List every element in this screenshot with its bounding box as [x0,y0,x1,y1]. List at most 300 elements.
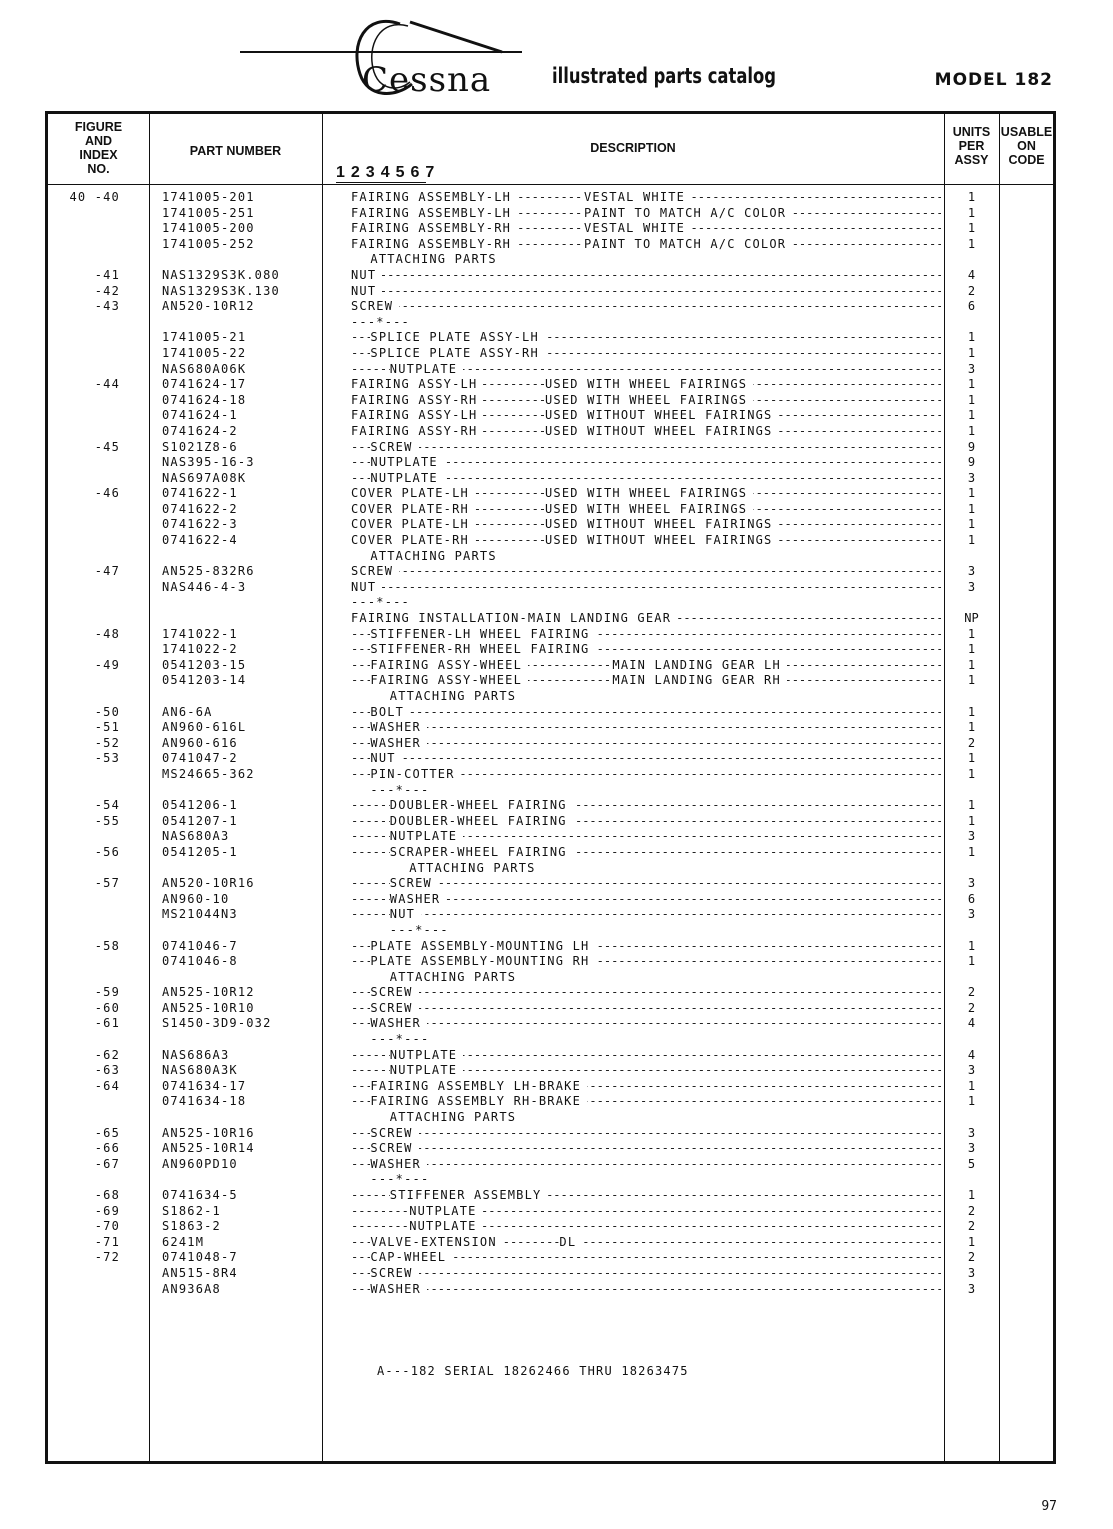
part-number: 0741634-17 [162,1078,247,1093]
description-text: FAIRING ASSY-RH [351,424,483,440]
description-text: FAIRING ASSEMBLY-RH [351,237,517,253]
description-text: ---*--- [370,1172,435,1188]
part-number: 0741624-18 [162,392,247,407]
description-text: FAIRING ASSEMBLY LH-BRAKE [370,1079,587,1095]
table-row [48,705,1053,721]
table-row [48,783,1053,799]
units-per-assy: 1 [967,938,976,953]
header-figure-index [48,120,149,176]
description-text: ATTACHING PARTS [390,1110,522,1126]
description [351,939,941,955]
part-number: 1741022-1 [162,626,238,641]
description-text: FAIRING ASSEMBLY-RH [351,221,517,237]
units-per-assy: 3 [967,1141,976,1156]
description-text: COVER PLATE-LH [351,486,475,502]
description [351,1204,941,1220]
table-row [48,611,1053,627]
description-text: SCREW [370,1001,418,1017]
table-row [48,1250,1053,1266]
units-per-assy: 1 [967,330,976,345]
description-text: PIN-COTTER [370,767,460,783]
units-per-assy: 1 [967,657,976,672]
description-text: ---*--- [370,1032,435,1048]
units-per-assy: 3 [967,907,976,922]
description-note: USED WITH WHEEL FAIRINGS [545,486,753,502]
units-per-assy: 3 [967,829,976,844]
part-number: AN936A8 [162,1281,221,1296]
description [351,377,941,393]
table-row [48,346,1053,362]
units-per-assy: 3 [967,1281,976,1296]
part-number: AN960-616L [162,720,247,735]
part-number: S1021Z8-6 [162,439,238,454]
description [351,346,941,362]
figure-index: -64 [94,1078,120,1093]
description [351,268,941,284]
figure-index: -55 [94,813,120,828]
description [351,736,941,752]
part-number: 0741634-18 [162,1094,247,1109]
header-indent-digits: 1234567 [336,164,441,181]
table-row [48,362,1053,378]
table-row [48,1141,1053,1157]
description-text: FAIRING ASSEMBLY-LH [351,190,517,206]
part-number: NAS680A3 [162,829,230,844]
figure-index: -51 [94,720,120,735]
description-text: SCREW [370,985,418,1001]
table-row [48,892,1053,908]
description-text: SCREW [370,1141,418,1157]
table-row [48,907,1053,923]
table-row [48,455,1053,471]
figure-index: -67 [94,1156,120,1171]
description [351,1282,941,1298]
description [351,393,941,409]
table-row [48,517,1053,533]
description [351,1063,941,1079]
description-text: COVER PLATE-LH [351,517,475,533]
parts-rows [48,190,1053,1297]
part-number: AN960-10 [162,891,230,906]
figure-index: -72 [94,1250,120,1265]
table-row [48,1126,1053,1142]
description [351,1219,941,1235]
description-text: NUT [351,268,382,284]
part-number: AN525-10R12 [162,985,255,1000]
units-per-assy: 6 [967,299,976,314]
description [351,627,941,643]
table-row [48,829,1053,845]
description [351,362,941,378]
units-per-assy: 2 [967,1203,976,1218]
header-units-per-assy [944,125,999,167]
table-row [48,1063,1053,1079]
header-figure-index-text: FIGURE AND INDEX NO. [74,120,123,176]
description [351,798,941,814]
description [351,221,941,237]
table-row [48,720,1053,736]
figure-index: -48 [94,626,120,641]
units-per-assy: 2 [967,985,976,1000]
description [351,502,941,518]
figure-index: -68 [94,1188,120,1202]
table-row [48,393,1053,409]
description [351,455,941,471]
units-per-assy: 1 [967,345,976,360]
description-note: USED WITH WHEEL FAIRINGS [545,502,753,518]
description-text: FAIRING ASSY-WHEEL [370,658,528,674]
table-row [48,876,1053,892]
figure-index: -58 [94,938,120,953]
table-row [48,284,1053,300]
figure-index: -57 [94,876,120,891]
units-per-assy: 3 [967,361,976,376]
part-number: S1863-2 [162,1219,221,1234]
units-per-assy: 3 [967,876,976,891]
table-row [48,673,1053,689]
header-divider [48,184,1053,185]
description-note: USED WITHOUT WHEEL FAIRINGS [545,517,778,533]
description-text: ---*--- [351,595,416,611]
figure-index: -56 [94,844,120,859]
units-per-assy: 2 [967,283,976,298]
units-per-assy: 1 [967,626,976,641]
description [351,440,941,456]
part-number: NAS395-16-3 [162,455,255,470]
figure-index: 40 -40 [69,190,120,204]
description-text: NUT [370,751,401,767]
description-text: NUT [390,907,421,923]
table-row [48,268,1053,284]
description [351,533,941,549]
part-number: AN525-10R14 [162,1141,255,1156]
brand-name: Cessna [362,60,492,100]
description-text: ATTACHING PARTS [370,549,502,565]
description-text: NUTPLATE [390,829,463,845]
table-row [48,237,1053,253]
table-row [48,424,1053,440]
table-row [48,1048,1053,1064]
figure-index: -69 [94,1203,120,1218]
description [351,1016,941,1032]
units-per-assy: 1 [967,844,976,859]
description [351,767,941,783]
description-text: DOUBLER-WHEEL FAIRING [390,798,573,814]
units-per-assy: 1 [967,720,976,735]
description [351,1032,941,1048]
table-row [48,845,1053,861]
description-text: NUTPLATE [370,455,443,471]
part-number: 1741005-22 [162,345,247,360]
description-text: SPLICE PLATE ASSY-RH [370,346,545,362]
units-per-assy: 1 [967,1094,976,1109]
units-per-assy: 1 [967,392,976,407]
units-per-assy: 1 [967,954,976,969]
header-part-number: PART NUMBER [189,144,282,158]
table-row [48,923,1053,939]
catalog-title: illustrated parts catalog [552,64,776,88]
part-number: 0541206-1 [162,798,238,813]
units-per-assy: 3 [967,579,976,594]
description [351,845,941,861]
description [351,783,941,799]
description-text: SCREW [390,876,438,892]
figure-index: -66 [94,1141,120,1156]
description [351,1094,941,1110]
part-number: NAS1329S3K.130 [162,283,280,298]
table-row [48,1282,1053,1298]
description-text: COVER PLATE-RH [351,502,475,518]
description [351,486,941,502]
description [351,1188,941,1204]
figure-index: -49 [94,657,120,672]
figure-index: -62 [94,1047,120,1062]
part-number: NAS686A3 [162,1047,230,1062]
part-number: 0541203-15 [162,657,247,672]
figure-index: -43 [94,299,120,314]
table-row [48,658,1053,674]
description [351,424,941,440]
figure-index: -50 [94,704,120,719]
description-note: PAINT TO MATCH A/C COLOR [584,206,792,222]
header-description: DESCRIPTION [590,141,676,155]
part-number: NAS1329S3K.080 [162,267,280,282]
units-per-assy: 1 [967,377,976,392]
units-per-assy: 1 [967,533,976,548]
part-number: MS24665-362 [162,766,255,781]
figure-index: -53 [94,751,120,766]
description-note: USED WITHOUT WHEEL FAIRINGS [545,533,778,549]
units-per-assy: 1 [967,704,976,719]
description-text: SCREW [351,564,399,580]
table-row [48,627,1053,643]
part-number: MS21044N3 [162,907,238,922]
description [351,689,941,705]
part-number: 0541203-14 [162,673,247,688]
part-number: 1741005-201 [162,190,255,204]
description [351,876,941,892]
units-per-assy: 4 [967,1016,976,1031]
header-usable-on-code [999,125,1054,167]
units-per-assy: 1 [967,221,976,236]
figure-index: -42 [94,283,120,298]
part-number: 0741622-1 [162,486,238,501]
units-per-assy: 1 [967,1078,976,1093]
description-text: WASHER [390,892,447,908]
table-row [48,1235,1053,1251]
units-per-assy: 2 [967,735,976,750]
units-per-assy: 2 [967,1250,976,1265]
description-text: WASHER [370,1016,427,1032]
table-row [48,564,1053,580]
description [351,1126,941,1142]
description-note: USED WITHOUT WHEEL FAIRINGS [545,424,778,440]
part-number: 1741005-251 [162,205,255,220]
description [351,315,941,331]
table-row [48,440,1053,456]
units-per-assy: 3 [967,1265,976,1280]
description [351,330,941,346]
table-row [48,533,1053,549]
description-text: ---*--- [370,783,435,799]
part-number: 1741005-200 [162,221,255,236]
part-number: 0541207-1 [162,813,238,828]
table-row [48,1188,1053,1204]
part-number: AN6-6A [162,704,213,719]
part-number: NAS697A08K [162,470,247,485]
description-text: ATTACHING PARTS [390,689,522,705]
units-per-assy: 3 [967,1063,976,1078]
parts-table [45,111,1056,1464]
figure-index: -44 [94,377,120,392]
figure-index: -46 [94,486,120,501]
description-text: NUT [351,284,382,300]
description [351,1001,941,1017]
table-row [48,1079,1053,1095]
figure-index: -65 [94,1125,120,1140]
header-usable-text: USABLE ON CODE [1000,125,1053,167]
description [351,471,941,487]
description [351,907,941,923]
part-number: 0741046-7 [162,938,238,953]
figure-index: -59 [94,985,120,1000]
description [351,549,941,565]
part-number: 0741624-17 [162,377,247,392]
description [351,1048,941,1064]
description-text: ATTACHING PARTS [390,970,522,986]
part-number: 0741622-3 [162,517,238,532]
description-text: FAIRING ASSY-LH [351,408,483,424]
part-number: NAS680A06K [162,361,247,376]
description-text: FAIRING ASSEMBLY RH-BRAKE [370,1094,587,1110]
description [351,861,941,877]
description-text: NUT [351,580,382,596]
description-text: FAIRING INSTALLATION-MAIN LANDING GEAR [351,611,677,627]
cessna-logo [240,14,540,104]
description-note: USED WITH WHEEL FAIRINGS [545,393,753,409]
table-row [48,549,1053,565]
table-row [48,408,1053,424]
part-number: 0741047-2 [162,751,238,766]
table-row [48,299,1053,315]
part-number: 0741622-2 [162,501,238,516]
table-row [48,252,1053,268]
description-note: PAINT TO MATCH A/C COLOR [584,237,792,253]
units-per-assy: 6 [967,891,976,906]
description [351,1141,941,1157]
figure-index: -61 [94,1016,120,1031]
description-text: FAIRING ASSY-WHEEL [370,673,528,689]
description [351,299,941,315]
description-note: VESTAL WHITE [584,190,691,206]
description [351,580,941,596]
description-text: ATTACHING PARTS [409,861,541,877]
part-number: AN520-10R12 [162,299,255,314]
description [351,1266,941,1282]
units-per-assy: 1 [967,1188,976,1202]
table-row [48,221,1053,237]
description-note: USED WITHOUT WHEEL FAIRINGS [545,408,778,424]
part-number: NAS446-4-3 [162,579,247,594]
description-text: ATTACHING PARTS [370,252,502,268]
units-per-assy: 2 [967,1219,976,1234]
description-text: NUTPLATE [409,1204,482,1220]
table-row [48,1001,1053,1017]
part-number: AN520-10R16 [162,876,255,891]
table-row [48,1016,1053,1032]
units-per-assy: 1 [967,642,976,657]
units-per-assy: NP [964,611,979,626]
figure-index: -70 [94,1219,120,1234]
part-number: AN960PD10 [162,1156,238,1171]
description-text: SCRAPER-WHEEL FAIRING [390,845,573,861]
description-text: NUTPLATE [390,1048,463,1064]
table-row [48,798,1053,814]
description [351,923,941,939]
description [351,190,941,206]
table-row [48,471,1053,487]
description-note: MAIN LANDING GEAR RH [612,673,787,689]
model-label: MODEL 182 [934,70,1053,90]
serial-footnote: A---182 SERIAL 18262466 THRU 18263475 [377,1364,689,1378]
description [351,970,941,986]
description-text: STIFFENER ASSEMBLY [390,1188,548,1204]
table-row [48,939,1053,955]
table-row [48,377,1053,393]
description-text: BOLT [370,705,410,721]
units-per-assy: 4 [967,267,976,282]
table-row [48,642,1053,658]
units-per-assy: 1 [967,236,976,251]
description-text: ---*--- [351,315,416,331]
figure-index: -63 [94,1063,120,1078]
description [351,1157,941,1173]
part-number: NAS680A3K [162,1063,238,1078]
header-units-text: UNITS PER ASSY [952,125,991,167]
description-note: USED WITH WHEEL FAIRINGS [545,377,753,393]
description [351,237,941,253]
description-text: ---*--- [390,923,455,939]
description [351,284,941,300]
description [351,673,941,689]
table-row [48,1172,1053,1188]
description-text: SCREW [370,1126,418,1142]
units-per-assy: 1 [967,423,976,438]
part-number: 1741005-21 [162,330,247,345]
description-text: FAIRING ASSY-LH [351,377,483,393]
table-row [48,1204,1053,1220]
units-per-assy: 1 [967,766,976,781]
description [351,829,941,845]
figure-index: -52 [94,735,120,750]
units-per-assy: 1 [967,798,976,813]
description [351,252,941,268]
table-row [48,595,1053,611]
units-per-assy: 9 [967,455,976,470]
table-row [48,1157,1053,1173]
part-number: 0741624-1 [162,408,238,423]
figure-index: -54 [94,798,120,813]
units-per-assy: 3 [967,564,976,579]
description-text: SPLICE PLATE ASSY-LH [370,330,545,346]
units-per-assy: 1 [967,486,976,501]
description [351,985,941,1001]
table-row [48,1219,1053,1235]
part-number: S1450-3D9-032 [162,1016,272,1031]
part-number: 0741624-2 [162,423,238,438]
table-row [48,1266,1053,1282]
description [351,814,941,830]
